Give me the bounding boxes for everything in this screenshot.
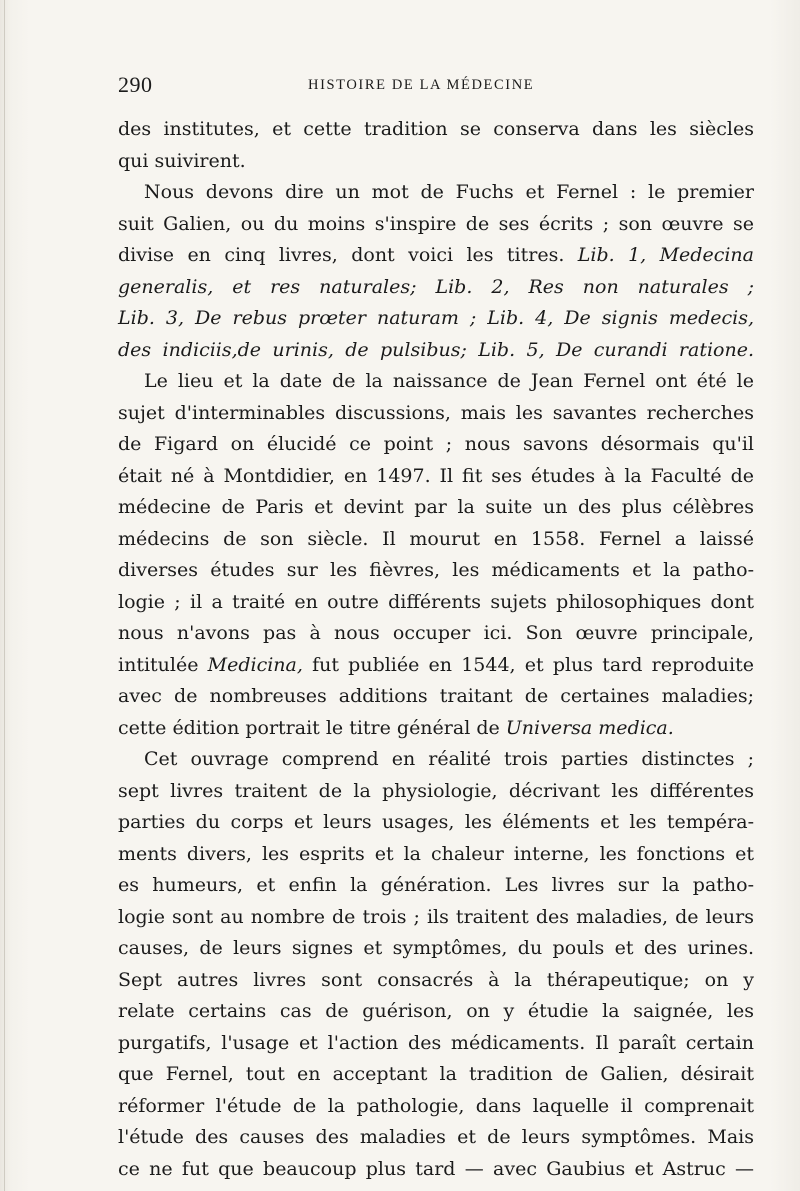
text-line xyxy=(118,114,754,146)
text-line xyxy=(118,146,754,178)
text-line xyxy=(118,618,754,650)
text-segment: des institutes, et cette tradition se conserva dans les siècles xyxy=(118,118,754,140)
text-line xyxy=(118,713,754,745)
running-head: HISTOIRE DE LA MÉDECINE xyxy=(308,77,535,93)
text-line xyxy=(118,1091,754,1123)
text-line xyxy=(118,555,754,587)
italic-text-segment: Lib. 3, De rebus prœter naturam ; Lib. 4, De signis medecis, xyxy=(118,307,754,329)
text-line xyxy=(118,996,754,1028)
italic-text-segment: des indiciis,de urinis, de pulsibus; Lib. 5, De curandi ratione. xyxy=(118,338,754,361)
text-line xyxy=(118,366,754,398)
text-line xyxy=(118,492,754,524)
text-segment: qui suivirent. xyxy=(118,149,246,172)
text-line xyxy=(118,681,754,713)
page-edge-shadow xyxy=(4,0,5,1191)
text-line xyxy=(118,933,754,965)
text-segment: sujet d'interminables discussions, mais les savantes recherches xyxy=(118,401,754,424)
text-line xyxy=(118,650,754,682)
text-line xyxy=(118,1028,754,1060)
text-line xyxy=(118,965,754,997)
text-segment: ments divers, les esprits et la chaleur interne, les fonctions et xyxy=(118,842,754,865)
text-segment: cette édition portrait le titre général de xyxy=(118,716,506,739)
text-segment: logie ; il a traité en outre différents sujets philosophiques dont xyxy=(118,590,754,613)
text-line xyxy=(118,335,754,367)
text-line xyxy=(118,398,754,430)
text-line xyxy=(118,587,754,619)
text-segment: Nous devons dire un mot de Fuchs et Fernel : le premier xyxy=(144,181,754,203)
text-line xyxy=(118,209,754,241)
text-line xyxy=(118,1122,754,1154)
italic-text-segment: Medicina, xyxy=(207,653,303,676)
text-segment: divise en cinq livres, dont voici les titres. xyxy=(118,244,578,266)
text-segment: de Figard on élucidé ce point ; nous savons désormais qu'il xyxy=(118,433,754,455)
text-segment: diverses études sur les fièvres, les médicaments et la patho- xyxy=(118,559,754,581)
text-segment: purgatifs, l'usage et l'action des médicaments. Il paraît certain xyxy=(118,1031,754,1054)
text-segment: fut publiée en 1544, et plus tard reproduite xyxy=(302,653,754,676)
text-line xyxy=(118,177,754,209)
text-segment: intitulée xyxy=(118,653,208,676)
text-segment: avec de nombreuses additions traitant de certaines maladies; xyxy=(118,685,754,707)
page-header xyxy=(118,72,754,102)
text-line xyxy=(118,461,754,493)
body-text xyxy=(118,114,754,1185)
text-segment: médecine de Paris et devint par la suite un des plus célèbres xyxy=(118,496,754,518)
italic-text-segment: generalis, et res naturales; Lib. 2, Res non naturales ; xyxy=(118,275,754,298)
text-line xyxy=(118,744,754,776)
text-segment: sept livres traitent de la physiologie, décrivant les différentes xyxy=(118,779,754,802)
text-segment: réformer l'étude de la pathologie, dans laquelle il comprenait xyxy=(118,1094,754,1117)
page-number: 290 xyxy=(118,72,153,97)
text-segment: nous n'avons pas à nous occuper ici. Son œuvre principale, xyxy=(118,622,754,644)
text-line xyxy=(118,303,754,335)
text-segment: médecins de son siècle. Il mourut en 1558. Fernel a laissé xyxy=(118,527,754,550)
text-segment: que Fernel, tout en acceptant la tradition de Galien, désirait xyxy=(118,1063,754,1085)
text-segment: Sept autres livres sont consacrés à la thérapeutique; on y xyxy=(118,968,754,991)
text-segment: l'étude des causes des maladies et de leurs symptômes. Mais xyxy=(118,1126,754,1148)
text-line xyxy=(118,870,754,902)
text-segment: causes, de leurs signes et symptômes, du pouls et des urines. xyxy=(118,937,754,959)
text-line xyxy=(118,240,754,272)
text-line xyxy=(118,272,754,304)
text-line xyxy=(118,1154,754,1186)
text-segment: Cet ouvrage comprend en réalité trois parties distinctes ; xyxy=(144,748,754,770)
text-line xyxy=(118,902,754,934)
text-line xyxy=(118,1059,754,1091)
text-segment: suit Galien, ou du moins s'inspire de ses écrits ; son œuvre se xyxy=(118,212,754,235)
text-segment: logie sont au nombre de trois ; ils traitent des maladies, de leurs xyxy=(118,905,754,928)
text-line xyxy=(118,429,754,461)
text-segment: relate certains cas de guérison, on y étudie la saignée, les xyxy=(118,1000,754,1022)
text-line xyxy=(118,807,754,839)
text-segment: es humeurs, et enfin la génération. Les livres sur la patho- xyxy=(118,874,754,896)
text-line xyxy=(118,776,754,808)
text-segment: parties du corps et leurs usages, les éléments et les tempéra- xyxy=(118,811,754,833)
text-line xyxy=(118,524,754,556)
italic-text-segment: Lib. 1, Medecina xyxy=(577,244,754,266)
text-segment: Le lieu et la date de la naissance de Jean Fernel ont été le xyxy=(144,370,754,392)
text-line xyxy=(118,839,754,871)
text-segment: était né à Montdidier, en 1497. Il fit ses études à la Faculté de xyxy=(118,464,754,487)
text-segment: ce ne fut que beaucoup plus tard — avec Gaubius et Astruc — xyxy=(118,1157,754,1180)
italic-text-segment: Universa medica. xyxy=(505,716,674,739)
